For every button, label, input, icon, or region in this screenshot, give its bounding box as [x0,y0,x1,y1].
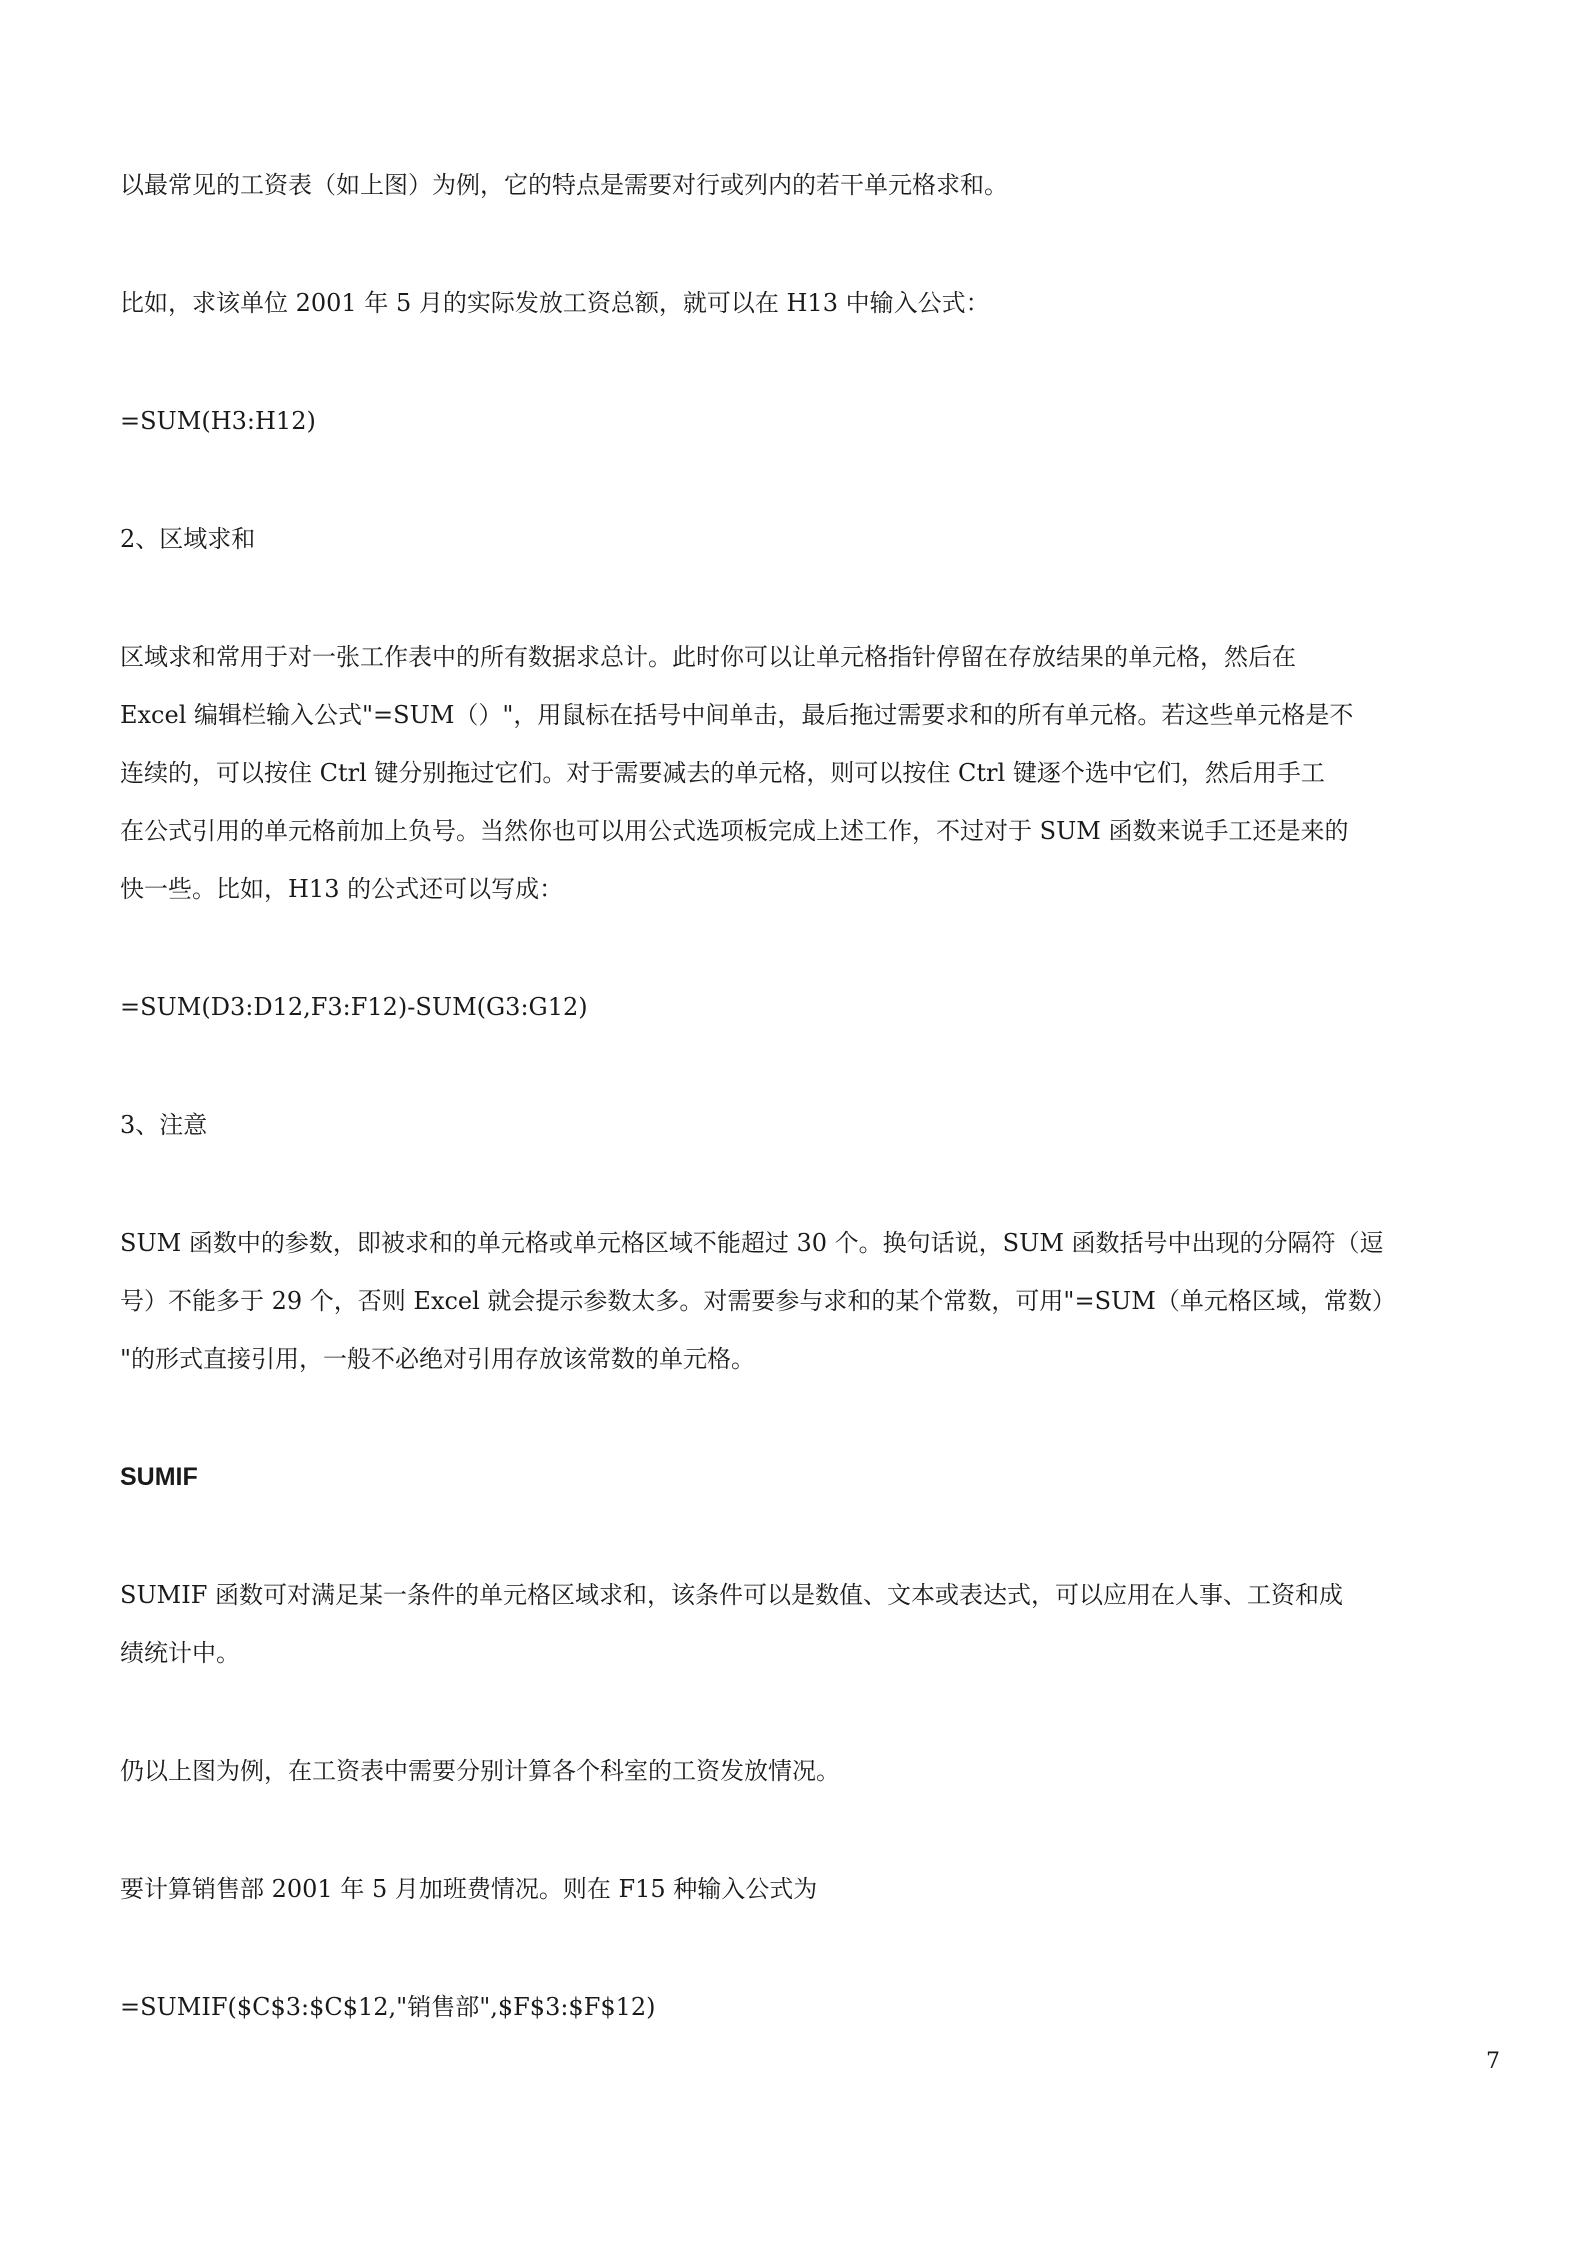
formula-sumif: =SUMIF($C$3:$C$12,"销售部",$F$3:$F$12) [120,1993,656,2021]
paragraph-sumif-line-2: 绩统计中。 [120,1639,240,1667]
page-number: 7 [1486,2049,1500,2074]
formula-sum-minus: =SUM(D3:D12,F3:F12)-SUM(G3:G12) [120,993,588,1021]
section-heading-sumif: SUMIF [120,1463,198,1491]
paragraph-area-sum-line-2: Excel 编辑栏输入公式"=SUM（）"，用鼠标在括号中间单击，最后拖过需要求和的所有单元格。若这些单元格是不 [120,701,1354,729]
paragraph-intro: 以最常见的工资表（如上图）为例，它的特点是需要对行或列内的若干单元格求和。 [120,171,1008,199]
paragraph-note-line-2: 号）不能多于 29 个，否则 Excel 就会提示参数太多。对需要参与求和的某个常数，可用"=SUM（单元格区域，常数） [120,1287,1396,1315]
paragraph-sumif-line-1: SUMIF 函数可对满足某一条件的单元格区域求和，该条件可以是数值、文本或表达式，可以应用在人事、工资和成 [120,1581,1344,1609]
paragraph-area-sum-line-1: 区域求和常用于对一张工作表中的所有数据求总计。此时你可以让单元格指针停留在存放结果的单元格，然后在 [120,643,1296,671]
paragraph-area-sum-line-5: 快一些。比如，H13 的公式还可以写成： [120,875,564,903]
paragraph-area-sum-line-3: 连续的，可以按住 Ctrl 键分别拖过它们。对于需要减去的单元格，则可以按住 Ctrl 键逐个选中它们，然后用手工 [120,759,1325,787]
paragraph-example: 比如，求该单位 2001 年 5 月的实际发放工资总额，就可以在 H13 中输入公式： [120,289,990,317]
paragraph-sumif-instruction: 要计算销售部 2001 年 5 月加班费情况。则在 F15 种输入公式为 [120,1875,818,1903]
paragraph-sumif-example: 仍以上图为例，在工资表中需要分别计算各个科室的工资发放情况。 [120,1757,840,1785]
section-heading-area-sum: 2、区域求和 [120,525,256,553]
paragraph-note-line-3: "的形式直接引用，一般不必绝对引用存放该常数的单元格。 [120,1345,756,1373]
formula-sum-h: =SUM(H3:H12) [120,407,316,435]
paragraph-area-sum-line-4: 在公式引用的单元格前加上负号。当然你也可以用公式选项板完成上述工作，不过对于 SUM 函数来说手工还是来的 [120,817,1349,845]
section-heading-note: 3、注意 [120,1111,208,1139]
paragraph-note-line-1: SUM 函数中的参数，即被求和的单元格或单元格区域不能超过 30 个。换句话说，SUM 函数括号中出现的分隔符（逗 [120,1229,1384,1257]
